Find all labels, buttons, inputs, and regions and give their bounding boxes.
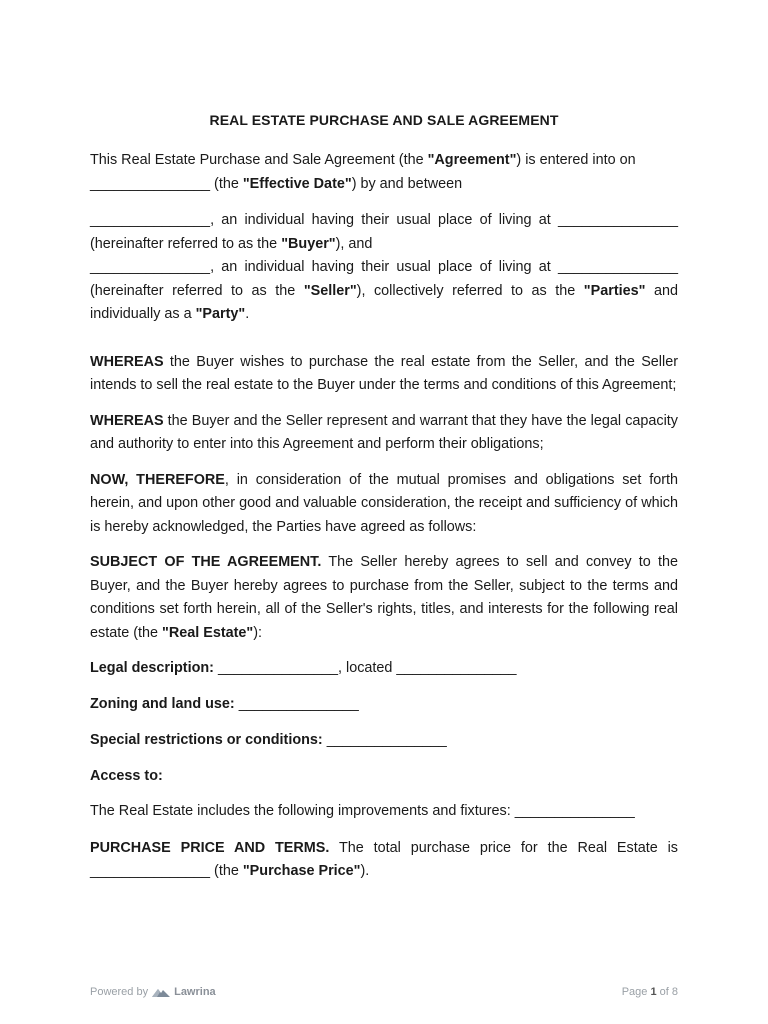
brand-name: Lawrina	[174, 986, 216, 998]
document-title: REAL ESTATE PURCHASE AND SALE AGREEMENT	[209, 112, 559, 128]
improvements-line: The Real Estate includes the following improvements and fixtures: _______________	[90, 803, 635, 819]
blank-field: _______________	[90, 212, 211, 228]
page-footer	[90, 986, 678, 998]
whereas-paragraph-1: WHEREAS the Buyer wishes to purchase the real estate from the Seller, and the Seller intends to sell the real estate to the Buyer under the terms and conditions of this Agreement;	[90, 353, 678, 393]
zoning-line: Zoning and land use: _______________	[90, 695, 359, 712]
blank-field: _______________	[326, 732, 447, 748]
intro-paragraph: This Real Estate Purchase and Sale Agreement (the "Agreement") is entered into on _______________ (the "Effective Date") by and between	[90, 152, 636, 192]
current-page: 1	[650, 986, 657, 998]
blank-field: _______________	[90, 259, 211, 275]
blank-field: _______________	[90, 863, 211, 879]
blank-field: _______________	[557, 212, 678, 228]
total-pages: 8	[671, 986, 678, 998]
purchase-price-paragraph: PURCHASE PRICE AND TERMS. The total purchase price for the Real Estate is _______________ (the "Purchase Price").	[90, 839, 678, 879]
lawrina-logo-icon	[152, 987, 170, 998]
page-indicator: Page 1 of 8	[621, 986, 678, 998]
blank-field: _______________	[238, 695, 359, 712]
now-therefore-paragraph: NOW, THEREFORE, in consideration of the mutual promises and obligations set forth herein, and upon other good and valuable consideration, the receipt and sufficiency of which is hereby acknowledged, the Parties have agreed as follows:	[90, 471, 678, 535]
legal-description-line: Legal description: _______________, located _______________	[90, 660, 517, 676]
blank-field: _______________	[514, 803, 635, 819]
document-page	[90, 112, 678, 884]
subject-paragraph: SUBJECT OF THE AGREEMENT. The Seller hereby agrees to sell and convey to the Buyer, and the Buyer hereby agrees to purchase from the Seller, subject to the terms and conditions set forth herein, all of the Seller's rights, titles, and interests for the following real estate (the "Real Estate"):	[90, 554, 678, 641]
blank-field: _______________	[396, 660, 517, 676]
blank-field: _______________	[90, 175, 211, 192]
powered-by[interactable]	[90, 986, 216, 998]
restrictions-line: Special restrictions or conditions: _______________	[90, 732, 447, 748]
parties-paragraph: _______________, an individual having their usual place of living at _______________ (hereinafter referred to as the "Buyer"), and _______________, an individual having their usual place of living at _______________ (hereinafter referred to as the "Seller"), collectively referred to as the "Parties" and individually as a "Party".	[90, 212, 678, 322]
blank-field: _______________	[217, 660, 338, 676]
whereas-paragraph-2: WHEREAS the Buyer and the Seller represent and warrant that they have the legal capacity and authority to enter into this Agreement and perform their obligations;	[90, 412, 678, 452]
blank-field: _______________	[557, 259, 678, 275]
powered-by-label: Powered by	[90, 986, 149, 998]
access-line: Access to:	[90, 767, 163, 784]
